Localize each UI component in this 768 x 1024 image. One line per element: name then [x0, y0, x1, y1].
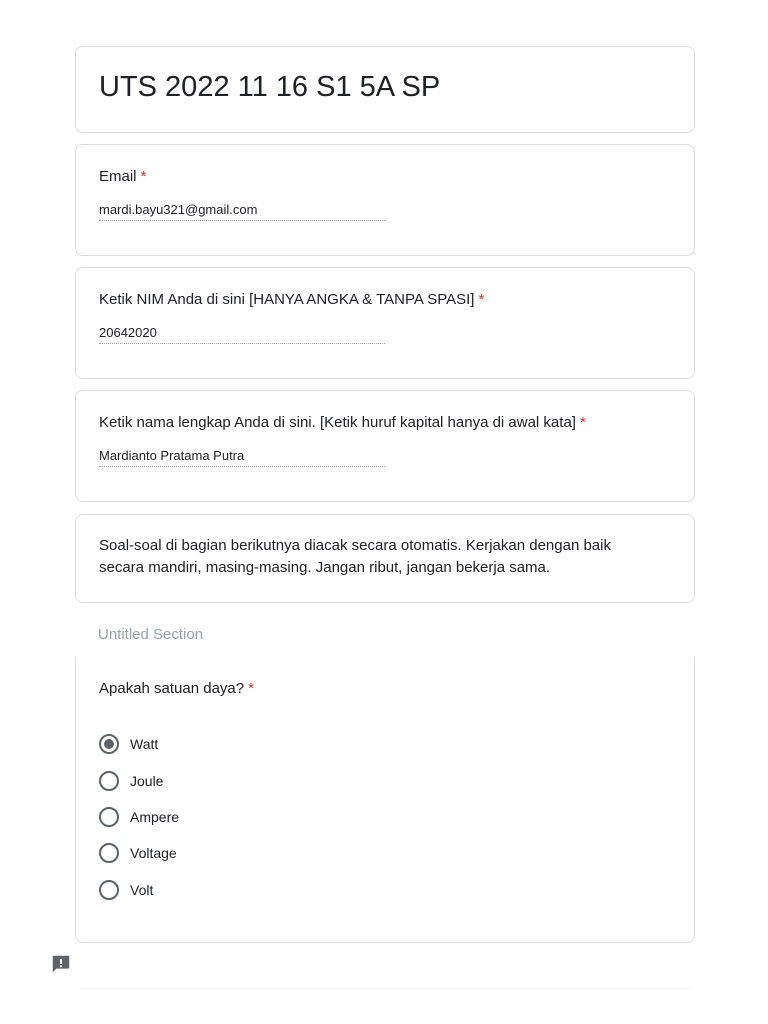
option-voltage[interactable] — [99, 842, 177, 864]
radio-button-icon[interactable] — [99, 734, 119, 754]
question-card-nim — [75, 267, 695, 379]
option-label: Voltage — [130, 845, 177, 861]
question-text: Ketik NIM Anda di sini [HANYA ANGKA & TANPA SPASI] — [99, 291, 475, 308]
question-label-nim — [99, 290, 484, 310]
description-card — [75, 514, 695, 603]
required-asterisk: * — [579, 414, 586, 431]
question-text: Apakah satuan daya? — [99, 680, 245, 697]
option-watt[interactable] — [99, 733, 158, 755]
option-label: Watt — [130, 736, 159, 752]
option-label: Volt — [130, 882, 154, 898]
section-title: Untitled Section — [98, 626, 204, 643]
question-text: Ketik nama lengkap Anda di sini. [Ketik huruf kapital hanya di awal kata] — [99, 414, 576, 431]
name-answer[interactable]: Mardianto Pratama Putra — [99, 447, 385, 467]
form-title-card — [75, 46, 695, 133]
radio-button-icon[interactable] — [99, 807, 119, 827]
option-volt[interactable] — [99, 879, 153, 901]
required-asterisk: * — [248, 680, 254, 697]
radio-button-icon[interactable] — [99, 880, 119, 900]
question-label-email — [99, 167, 146, 187]
email-answer[interactable]: mardi.bayu321@gmail.com — [99, 201, 385, 221]
required-asterisk: * — [140, 168, 147, 185]
option-label: Ampere — [130, 809, 180, 825]
question-card-name — [75, 390, 695, 502]
question-label-name — [99, 413, 586, 433]
question-card-email — [75, 144, 695, 256]
description-text: Soal-soal di bagian berikutnya diacak secara otomatis. Kerjakan dengan baik secara mandiri, masing-masing. Jangan ribut, jangan bekerja sama. — [99, 537, 611, 576]
option-joule[interactable] — [99, 770, 163, 792]
radio-button-icon[interactable] — [99, 843, 119, 863]
option-label: Joule — [130, 773, 164, 789]
multiple-choice-label — [99, 679, 254, 699]
multiple-choice-card — [75, 657, 695, 943]
next-card-edge — [80, 988, 690, 989]
radio-button-icon[interactable] — [99, 771, 119, 791]
required-asterisk: * — [478, 291, 485, 308]
form-title: UTS 2022 11 16 S1 5A SP — [99, 71, 441, 103]
question-text: Email — [99, 168, 137, 185]
option-ampere[interactable] — [99, 806, 179, 828]
feedback-icon[interactable] — [50, 953, 72, 975]
nim-answer[interactable]: 20642020 — [99, 324, 385, 344]
